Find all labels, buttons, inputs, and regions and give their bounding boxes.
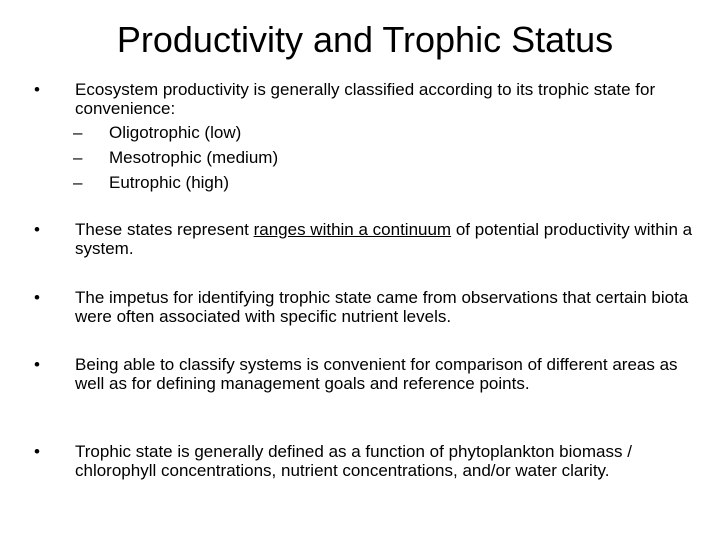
sub-dash: – <box>73 173 83 192</box>
bullet-item-1 <box>27 80 697 195</box>
bullet-dot: • <box>34 355 40 374</box>
bullet-dot: • <box>34 220 40 239</box>
bullet-dot: • <box>34 80 40 99</box>
sub-item-eutrophic <box>27 170 697 195</box>
bullet-dot: • <box>34 442 40 461</box>
sub-list <box>27 120 697 195</box>
bullet-text: The impetus for identifying trophic state came from observations that certain biota were often associated with specific nutrient levels. <box>75 288 689 326</box>
bullet-text: Trophic state is generally defined as a function of phytoplankton biomass / chlorophyll concentrations, nutrient concentrations, and/or water clarity. <box>75 442 632 480</box>
bullet-item-5 <box>27 442 697 480</box>
slide-title: Productivity and Trophic Status <box>116 19 614 60</box>
bullet-item-4 <box>27 355 697 393</box>
sub-dash: – <box>73 123 83 142</box>
bullet-text: Being able to classify systems is convenient for comparison of different areas as well as for defining management goals and reference points. <box>75 355 678 393</box>
sub-item-oligotrophic <box>27 120 697 145</box>
bullet-text-before: These states represent <box>75 220 254 239</box>
bullet-dot: • <box>34 288 40 307</box>
sub-item-text: Mesotrophic (medium) <box>109 148 279 167</box>
sub-item-mesotrophic <box>27 145 697 170</box>
underlined-phrase: ranges within a continuum <box>253 220 452 239</box>
sub-dash: – <box>73 148 83 167</box>
bullet-text: Ecosystem productivity is generally classified according to its trophic state for convenience: <box>75 80 656 118</box>
sub-item-text: Oligotrophic (low) <box>109 123 242 142</box>
bullet-text-after: of potential productivity within a system. <box>75 220 693 258</box>
sub-item-text: Eutrophic (high) <box>109 173 230 192</box>
bullet-item-3 <box>27 288 697 326</box>
bullet-item-2 <box>27 220 697 258</box>
